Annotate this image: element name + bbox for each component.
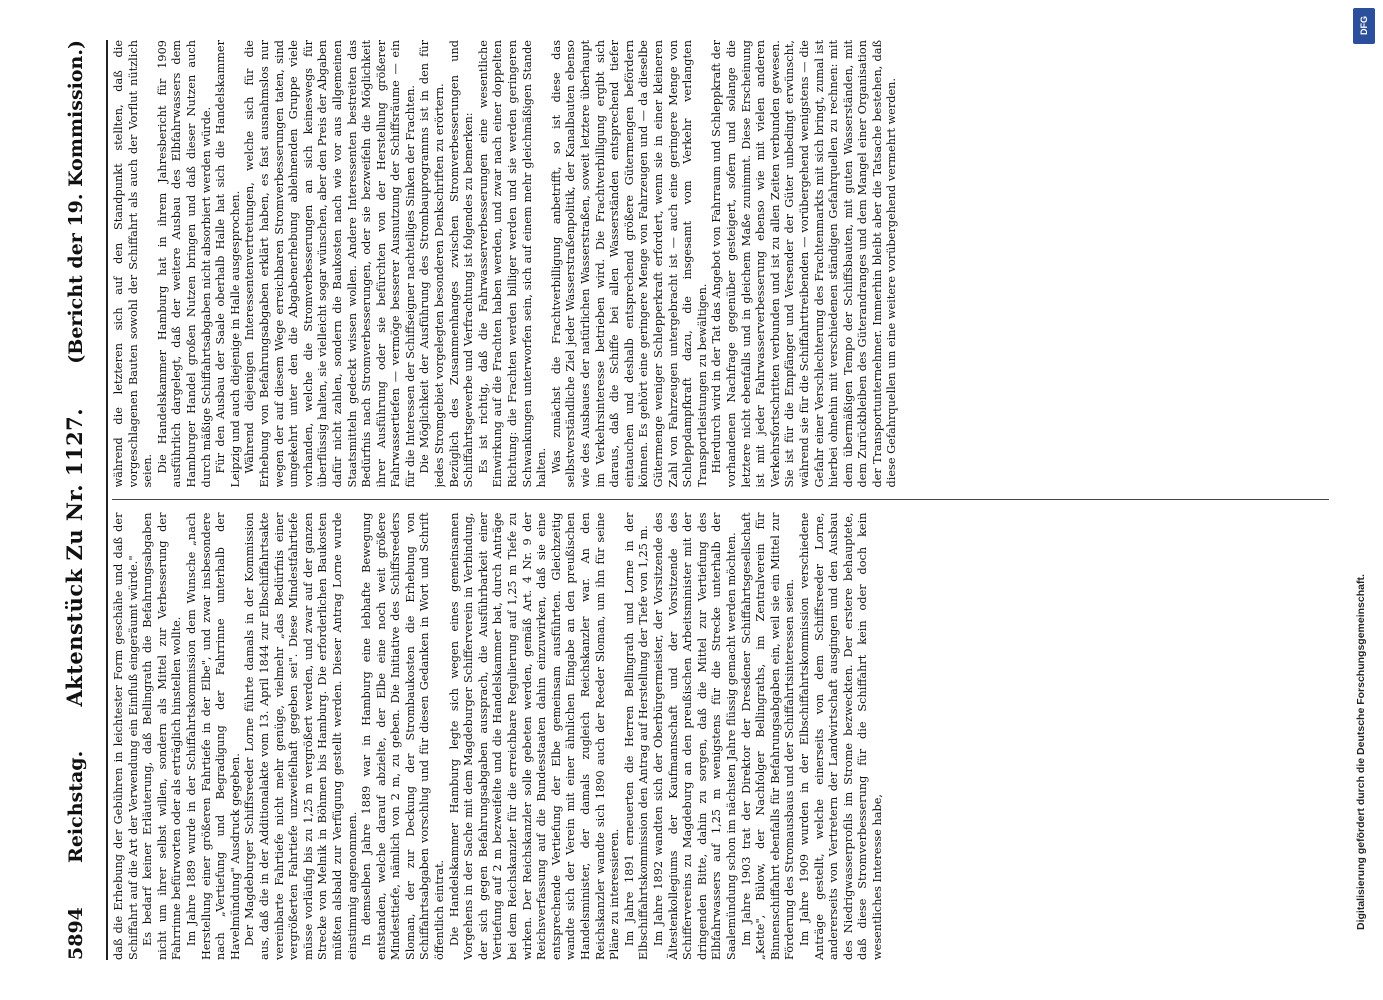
header-right: (Bericht der 19. Kommission.) <box>65 40 87 364</box>
paragraph: Für den Ausbau der Saale oberhalb Halle hat sich die Handelskammer Leipzig und auch diejenige in Halle ausgesprochen. <box>214 40 242 488</box>
paragraph: Es bedarf keiner Erläuterung, daß Bellingrath die Befahrungsabgaben nicht um ihrer selbst willen, sondern als Mittel zur Verbesserung der Fahrrinne befürworten oder als erträglich hinstellen wollte. <box>141 512 184 960</box>
page-header <box>62 40 102 960</box>
credit-text: Digitalisierung gefördert durch die Deutsche Forschungsgemeinschaft. <box>1355 574 1367 930</box>
paragraph: Die Handelskammer Hamburg hat in ihrem Jahresbericht für 1909 ausführlich dargelegt, daß der weitere Ausbau des Elbfahrwassers dem Hamburger Handel großen Nutzen bringen und daß dieser Nutzen auch durch mäßige Schiffahrtsabgaben nicht absorbiert werden würde. <box>155 40 213 488</box>
paragraph: Was zunächst die Frachtverbilligung anbetrifft, so ist diese das selbstverständliche Ziel jeder Wasserstraßenpolitik, der Kanalbauten ebenso wie des Ausbaues der natürlichen Wasserstraßen, soweit letztere überhaupt im Verkehrsinteresse betrieben wird. Die Frachtverbilligung ergibt sich daraus, daß die Schiffe bei allen Wasserständen entsprechend tiefer eintauchen und deshalb entsprechend größere Gütermengen befördern können. Es gehört eine geringere Menge von Fahrzeugen und — da dieselbe Gütermenge weniger Schlepperkraft erfordert, wenn sie in einer kleineren Zahl von Fahrzeugen untergebracht ist — auch eine geringere Menge von Schleppdampfkraft dazu, die insgesamt vom Verkehr verlangten Transportleistungen zu bewältigen. <box>549 40 709 488</box>
paragraph: Die Möglichkeit der Ausführung des Strombauprogramms ist in den für jedes Stromgebiet vorgelegten besonderen Denkschriften zu erörtern. <box>418 40 447 488</box>
paragraph: Im Jahre 1892 wandten sich der Oberbürgermeister, der Vorsitzende des Ältestenkollegiums der Kaufmannschaft und der Vorsitzende des Schiffervereins zu Magdeburg an den preußischen Arbeitsminister mit der dringenden Bitte, dahin zu sorgen, daß die Mittel zur Vertiefung des Elbfahrwassers auf 1,25 m wenigstens für die Strecke unterhalb der Saalemündung schon im nächsten Jahre flüssig gemacht werden möchten. <box>651 512 738 960</box>
column-left <box>112 513 1329 961</box>
header-left: Reichstag. <box>65 750 87 863</box>
page-number: 5894 <box>65 907 87 960</box>
paragraph: Während diejenigen Interessentenvertretungen, welche sich für die Erhebung von Befahrungsabgaben erklärt haben, es fast ausnahmslos nur wegen der auf diesem Wege erreichbaren Stromverbesserungen taten, sind umgekehrt unter den die Abgabenerhebung ablehnenden Gruppe viele vorhanden, welche die Stromverbesserungen an sich keineswegs für überflüssig halten, sie vielleicht sogar wünschen, aber den Preis der Abgaben dafür nicht zahlen, sondern die Baukosten nach wie vor aus allgemeinen Staatsmitteln gedeckt wissen wollen. Andere Interessenten bestreiten das Bedürfnis nach Stromverbesserungen, oder sie bezweifeln die Möglichkeit ihrer Ausführung oder sie befürchten von der Herstellung größerer Fahrwassertiefen — vermöge besserer Ausnutzung der Schiffsräume — ein für die Interessen der Schiffseigner nachteiliges Sinken der Frachten. <box>243 40 417 488</box>
paragraph: daß die Erhebung der Gebühren in leichtester Form geschähe und daß der Schiffahrt auf die Art der Verwendung ein Einfluß eingeräumt würde." <box>112 512 140 960</box>
header-rule <box>106 40 108 960</box>
text-columns <box>112 40 1329 960</box>
paragraph: Im Jahre 1891 erneuerten die Herren Bellingrath und Lorne in der Elbschiffahrtskommission den Antrag auf Herstellung der Tiefe von 1,25 m. <box>622 512 651 960</box>
paragraph: Hierdurch wird in der Tat das Angebot von Fahrraum und Schleppkraft der vorhandenen Nachfrage gegenüber gesteigert, sofern und solange die letztere nicht ebenfalls und in gleichem Maße zunimmt. Diese Erscheinung ist mit jeder Fahrwasserverbesserung ebenso wie mit vielen anderen Verkehrsfortschritten verbunden und ist zu allen Zeiten verbunden gewesen. Sie ist für die Empfänger und Versender der Güter unbedingt erwünscht, während sie für die Schiffahrttreibenden — vorübergehend wenigstens — die Gefahr einer Verschlechterung des Frachtenmarkts mit sich bringt, zumal ist hierbei ohnehin mit verschiedenen ständigen Gefahrquellen zu rechnen: mit dem übermäßigen Tempo der Schiffsbauten, mit guten Wasserständen, mit dem Zurückbleiben des Güterandranges und dem Mangel einer Organisation der Transportunternehmer. Immerhin bleibt aber die Tatsache bestehen, daß diese Gefahrquellen um eine weitere vorübergehend vermehrt werden. <box>710 40 899 488</box>
paragraph: Im Jahre 1909 wurden in der Elbschiffahrtskommission verschiedene Anträge gestellt, welche einerseits von dem Schiffsreeder Lorne, andererseits von Vertretern der Landwirtschaft ausgingen und den Ausbau des Niedrigwasserprofils im Strome bezweckten. Der erstere behauptete, daß diese Stromverbesserung für die Schiffahrt kein oder doch kein wesentliches Interesse habe, <box>797 512 884 960</box>
paragraph: In demselben Jahre 1889 war in Hamburg eine lebhafte Bewegung entstanden, welche darauf abzielte, der Elbe eine noch weit größere Mindesttiefe, nämlich von 2 m, zu geben. Die Initiative des Schiffsreeders Sloman, der zur Deckung der Strombaukosten die Erhebung von Schiffahrtsabgaben vorschlug und für diesen Gedanken in Wort und Schrift öffentlich eintrat. <box>360 512 447 960</box>
digitization-credit <box>1351 4 1379 994</box>
paragraph: Es ist richtig, daß die Fahrwasserverbesserungen eine wesentliche Einwirkung auf die Frachten haben werden, und zwar nach einer doppelten Richtung: die Frachten werden billiger werden und sie werden geringeren Schwankungen unterworfen sein, sich auf einem mehr gleichmäßigen Stande halten. <box>476 40 549 488</box>
paragraph: Die Handelskammer Hamburg legte sich wegen eines gemeinsamen Vorgehens in der Sache mit dem Magdeburger Schifferverein in Verbindung, der sich gegen Befahrungsabgaben aussprach, die Ausführbarkeit einer Vertiefung auf 2 m bezweifelte und die Handelskammer bat, durch Anträge bei dem Reichskanzler für die erreichbare Regulierung auf 1,25 m Tiefe zu wirken. Der Reichskanzler solle gebeten werden, gemäß Art. 4 Nr. 9 der Reichsverfassung auf die Bundesstaaten dahin einzuwirken, daß sie eine entsprechende Vertiefung der Elbe gemeinsam ausführten. Gleichzeitig wandte sich der Verein mit einer ähnlichen Eingabe an den preußischen Handelsminister, der damals zugleich Reichskanzler war. An den Reichskanzler wandte sich 1890 auch der Reeder Sloman, um ihn für seine Pläne zu interessieren. <box>447 512 622 960</box>
paragraph: Der Magdeburger Schiffsreeder Lorne führte damals in der Kommission aus, daß die in der Additionalakte vom 13. April 1844 zur Elbschiffahrtsakte vereinbarte Fahrtiefe nicht mehr genüge, vielmehr „das Bedürfnis einer vergrößerten Fahrtiefe unzweifelhaft gegeben sei". Diese Mindestfahrtiefe müsse vorläufig bis zu 1,25 m vergrößert werden, und zwar auf der ganzen Strecke von Melnik in Böhmen bis Hamburg. Die erforderlichen Baukosten müßten alsbald zur Verfügung gestellt werden. Dieser Antrag Lorne wurde einstimmig angenommen. <box>243 512 359 960</box>
paragraph: während die letzteren sich auf den Standpunkt stellten, daß die vorgeschlagenen Bauten sowohl der Schiffahrt als auch der Vorflut nützlich seien. <box>112 40 155 488</box>
column-right <box>112 40 1329 488</box>
paragraph: Im Jahre 1889 wurde in der Schiffahrtskommission dem Wunsche „nach Herstellung einer größeren Fahrtiefe in der Elbe", und zwar insbesondere nach „Vertiefung und Begradigung der Fahrrinne unterhalb der Havelmündung" Ausdruck gegeben. <box>184 512 242 960</box>
paragraph: Bezüglich des Zusammenhanges zwischen Stromverbesserungen und Schiffahrtsgewerbe und Verfrachtung ist folgendes zu bemerken: <box>447 40 476 488</box>
paragraph: Im Jahre 1903 trat der Direktor der Dresdener Schiffahrtsgesellschaft „Kette", Bülow, der Nachfolger Bellingraths, im Zentralverein für Binnenschiffahrt ebenfalls für Befahrungsabgaben ein, weil sie ein Mittel zur Förderung des Stromausbaus und der Schiffahrtsinteressen seien. <box>739 512 797 960</box>
dfg-logo: DFG <box>1353 8 1375 44</box>
column-divider <box>112 500 1329 501</box>
header-title: Aktenstück Zu Nr. 1127. <box>62 407 87 707</box>
